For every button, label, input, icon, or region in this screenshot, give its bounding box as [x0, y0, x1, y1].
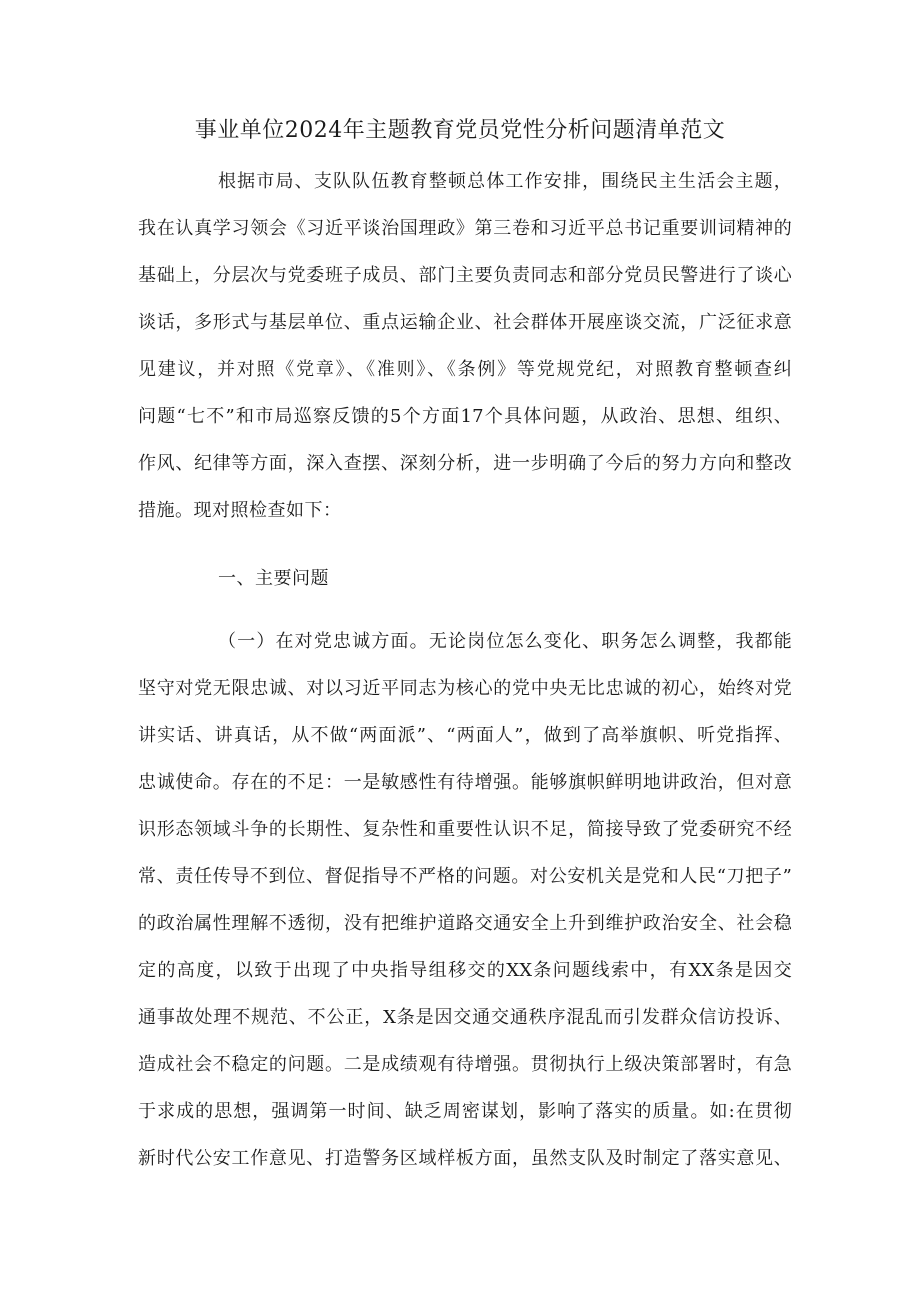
paragraph-line: 问题“七不”和市局巡察反馈的5个方面17个具体问题，从政治、思想、组织、	[138, 406, 792, 427]
paragraph-line: 基础上，分层次与党委班子成员、部门主要负责同志和部分党员民警进行了谈心	[138, 265, 792, 286]
paragraph-line: 忠诚使命。存在的不足：一是敏感性有待增强。能够旗帜鲜明地讲政治，但对意	[138, 772, 792, 793]
paragraph-line: 常、责任传导不到位、督促指导不严格的问题。对公安机关是党和人民“刀把子”	[138, 866, 792, 887]
paragraph-line: 谈话，多形式与基层单位、重点运输企业、社会群体开展座谈交流，广泛征求意	[138, 312, 792, 333]
paragraph-line: 讲实话、讲真话，从不做“两面派”、“两面人”，做到了高举旗帜、听党指挥、	[138, 725, 792, 746]
paragraph-line: 作风、纪律等方面，深入查摆、深刻分析，进一步明确了今后的努力方向和整改	[138, 453, 792, 474]
paragraph-line: 于求成的思想，强调第一时间、缺乏周密谋划，影响了落实的质量。如:在贯彻	[138, 1101, 792, 1122]
paragraph-line: 通事故处理不规范、不公正，X条是因交通交通秩序混乱而引发群众信访投诉、	[138, 1007, 792, 1028]
paragraph-line: 定的高度，以致于出现了中央指导组移交的XX条问题线索中，有XX条是因交	[138, 960, 792, 981]
paragraph-line: 坚守对党无限忠诚、对以习近平同志为核心的党中央无比忠诚的初心，始终对党	[138, 678, 792, 699]
paragraph-line: 措施。现对照检查如下：	[138, 500, 342, 521]
paragraph-line: 见建议，并对照《党章》、《准则》、《条例》等党规党纪，对照教育整顿查纠	[138, 359, 792, 380]
paragraph-line: 根据市局、支队队伍教育整顿总体工作安排，围绕民主生活会主题，	[218, 171, 792, 192]
paragraph-line: 的政治属性理解不透彻，没有把维护道路交通安全上升到维护政治安全、社会稳	[138, 913, 792, 934]
section-heading: 一、主要问题	[218, 568, 329, 589]
document-title: 事业单位2024年主题教育党员党性分析问题清单范文	[194, 118, 726, 143]
paragraph-line: 识形态领域斗争的长期性、复杂性和重要性认识不足，简接导致了党委研究不经	[138, 819, 792, 840]
paragraph-line: 造成社会不稳定的问题。二是成绩观有待增强。贯彻执行上级决策部署时，有急	[138, 1054, 792, 1075]
paragraph-line: （一）在对党忠诚方面。无论岗位怎么变化、职务怎么调整，我都能	[218, 631, 792, 652]
paragraph-line: 我在认真学习领会《习近平谈治国理政》第三卷和习近平总书记重要训词精神的	[138, 218, 792, 239]
paragraph-line: 新时代公安工作意见、打造警务区域样板方面，虽然支队及时制定了落实意见、	[138, 1148, 792, 1169]
